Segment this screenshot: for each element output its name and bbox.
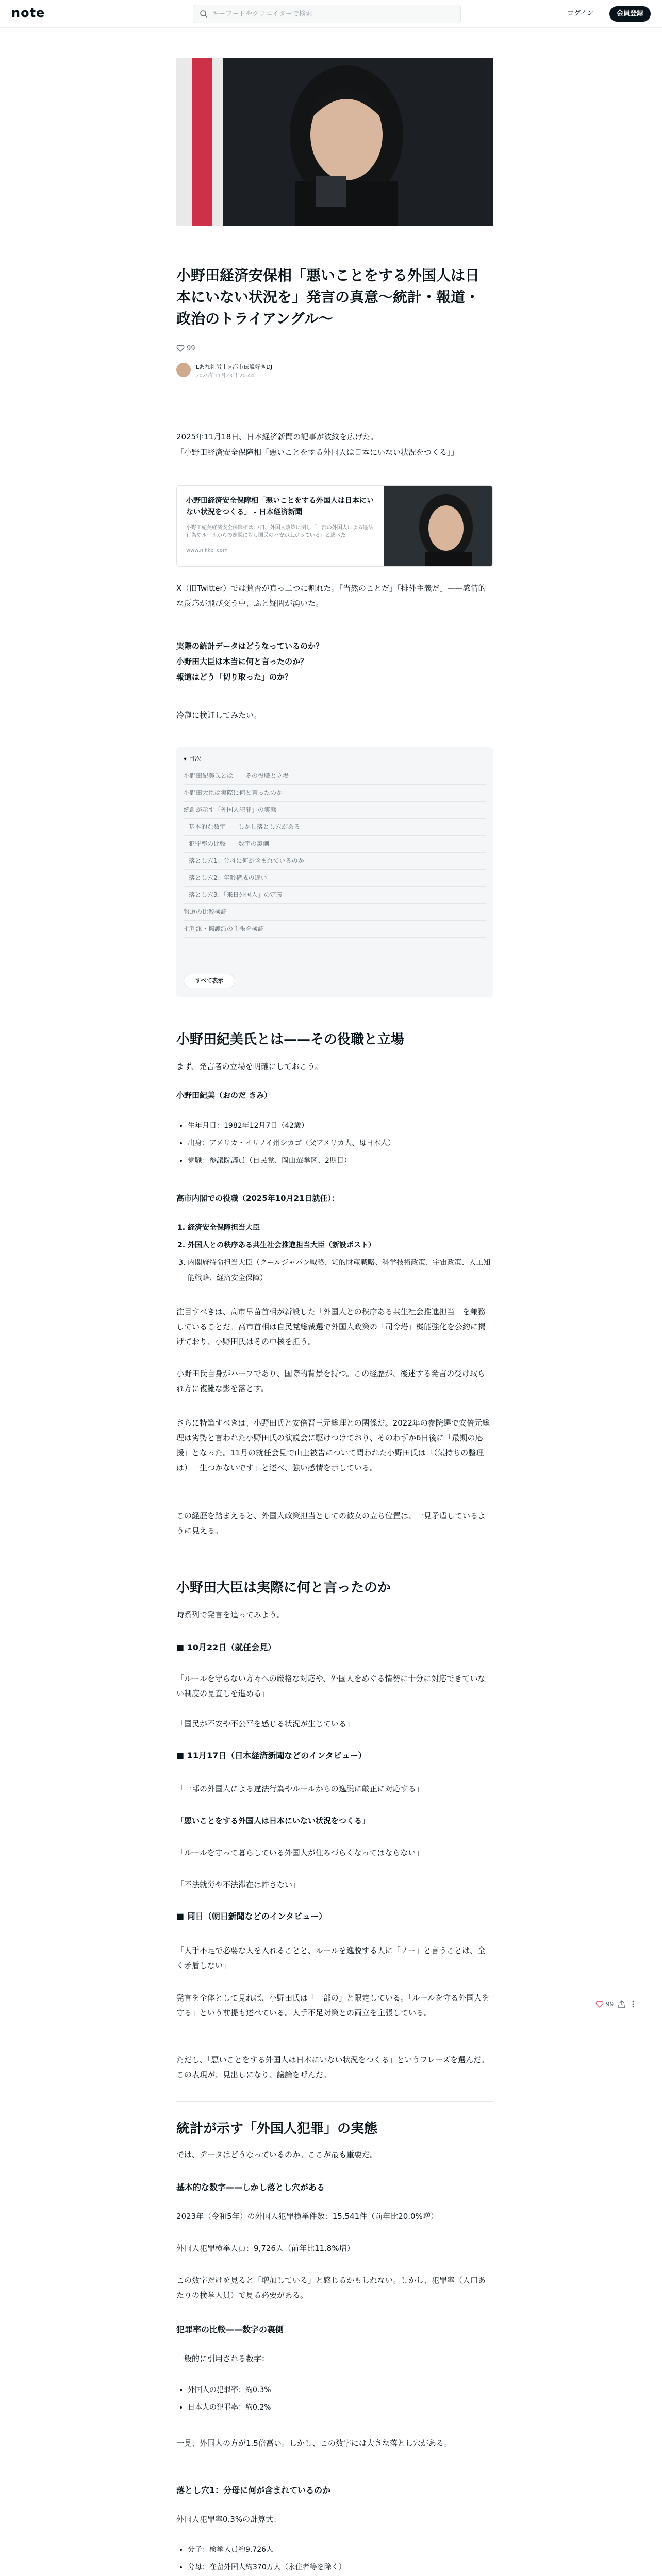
- paragraph: 外国人犯罪率0.3%の計算式：: [176, 2515, 282, 2524]
- embed-title: 小野田経済安全保障相「悪いことをする外国人は日本にいない状況をつくる」 - 日本経済新聞: [186, 497, 374, 516]
- profile-name: 小野田紀美（おのだ きみ）: [176, 1091, 272, 1100]
- hero-image: [176, 58, 493, 226]
- paragraph: 発言を全体として見れば、小野田氏は「一部の」と限定している。「ルールを守る外国人を守る」という前提も述べている。人手不足対策との両立を主張している。: [176, 1993, 490, 2018]
- paragraph: 2023年（令和5年）の外国人犯罪検挙件数：15,541件（前年比20.0%増）: [176, 2212, 438, 2221]
- embed-thumbnail-photo: [384, 486, 493, 567]
- share-icon[interactable]: [618, 2000, 625, 2008]
- subsection-heading: 基本的な数字——しかし落とし穴がある: [176, 2182, 325, 2192]
- reaction-paragraph: X（旧Twitter）では賛否が真っ二つに割れた。「当然のことだ」「排外主義だ」——感情的な反応が飛び交う中、ふと疑問が湧いた。: [176, 584, 486, 608]
- search-icon: [200, 10, 208, 18]
- list-item: • 党職：参議院議員（自民党、岡山選挙区、2期目）: [188, 1153, 492, 1168]
- subsection-heading: 落とし穴1：分母に何が含まれているのか: [176, 2485, 331, 2495]
- toc-item[interactable]: 落とし穴2：年齢構成の違い: [184, 870, 486, 887]
- paragraph: では、データはどうなっているのか。ここが最も重要だ。: [176, 2150, 378, 2159]
- embed-url: www.nikkei.com: [186, 548, 228, 553]
- paragraph: 注目すべきは、高市早苗首相が新設した「外国人との秩序ある共生社会推進担当」を兼務していることだ。高市首相は自民党総裁選で外国人政策の「司令塔」機能強化を公約に掲げており、小野田氏はその中核を担う。: [176, 1307, 486, 1346]
- top-navigation-bar: [0, 0, 662, 28]
- heart-icon[interactable]: [595, 2000, 604, 2008]
- quote: 「一部の外国人による違法行為やルールからの逸脱に厳正に対応する」: [176, 1784, 424, 1793]
- more-options-icon[interactable]: [630, 2000, 637, 2008]
- list-item: • 生年月日：1982年12月7日（42歳）: [188, 1118, 492, 1133]
- toc-item[interactable]: 落とし穴1：分母に何が含まれているのか: [184, 853, 486, 870]
- quote: 「悪いことをする外国人は日本にいない状況をつくる」: [176, 1816, 370, 1825]
- float-likes-count: 99: [606, 2001, 614, 2008]
- likes-count-top[interactable]: [176, 344, 195, 352]
- paragraph: この数字だけを見ると「増加している」と感じるかもしれない。しかし、犯罪率（人口あたりの検挙人員）で見る必要がある。: [176, 2276, 486, 2300]
- question-1: 実際の統計データはどうなっているのか？: [176, 641, 324, 651]
- article-title: 小野田経済安保相「悪いことをする外国人は日本にいない状況を」発言の真意〜統計・報道・政治のトライアングル〜: [176, 267, 480, 327]
- search-input[interactable]: [212, 5, 454, 23]
- intro-paragraph-2: 「小野田経済安全保障相「悪いことをする外国人は日本にいない状況をつくる」」: [176, 448, 459, 457]
- paragraph: まず、発言者の立場を明確にしておこう。: [176, 1062, 323, 1071]
- publish-date: 2025年11月23日 20:44: [196, 373, 254, 379]
- profile-list: [188, 1118, 492, 1171]
- toc-item[interactable]: 基本的な数字——しかし落とし穴がある: [184, 819, 486, 836]
- paragraph: 一見、外国人の方が1.5倍高い。しかし、この数字には大きな落とし穴がある。: [176, 2438, 452, 2448]
- avatar[interactable]: [176, 363, 191, 377]
- quote: 「人手不足で必要な人を入れることと、ルールを逸脱する人に「ノー」と言うことは、全く矛盾しない」: [176, 1946, 486, 1970]
- search-box[interactable]: [193, 5, 461, 23]
- toc-item[interactable]: 報道の比較検証: [184, 904, 486, 921]
- list-item: • 分子：検挙人員約9,726人: [188, 2542, 492, 2557]
- divider: [176, 2101, 493, 2102]
- intro-paragraph-1: 2025年11月18日、日本経済新聞の記事が波紋を広げた。: [176, 432, 378, 442]
- list-item: • 日本人の犯罪率：約0.2%: [188, 2400, 492, 2415]
- paragraph: ただし、「悪いことをする外国人は日本にいない状況をつくる」というフレーズを選んだ。この表現が、見出しになり、議論を呼んだ。: [176, 2055, 489, 2079]
- question-2: 小野田大臣は本当に何と言ったのか？: [176, 657, 308, 666]
- note-logo[interactable]: note: [11, 6, 45, 20]
- section-heading: 小野田紀美氏とは——その役職と立場: [176, 1032, 405, 1047]
- paragraph: さらに特筆すべきは、小野田氏と安倍晋三元総理との関係だ。2022年の参院選で安倍元総理は劣勢と言われた小野田氏の演説会に駆けつけており、そのわずか6日後に「最期の応援」となった。11月の就任会見で山上被告について問われた小野田氏は「（気持ちの整理は）一生つかないです」と述べ、強い感情を示している。: [176, 1418, 490, 1472]
- login-link[interactable]: ログイン: [567, 10, 594, 18]
- author-name[interactable]: Lあな社労士×都市伝説好きDJ: [196, 364, 273, 370]
- embed-link-card[interactable]: [176, 485, 493, 567]
- quote: 「不法就労や不法滞在は許さない」: [176, 1880, 301, 1889]
- likes-number: 99: [187, 345, 195, 352]
- subsection-heading: 犯罪率の比較——数字の裏側: [176, 2325, 284, 2334]
- toc-item[interactable]: 批判派・擁護派の主張を検証: [184, 921, 486, 938]
- section-heading: 統計が示す「外国人犯罪」の実態: [176, 2121, 378, 2137]
- paragraph: この経歴を踏まえると、外国人政策担当としての彼女の立ち位置は、一見矛盾しているように見える。: [176, 1511, 486, 1535]
- paragraph: 一般的に引用される数字：: [176, 2354, 270, 2363]
- heart-icon: [176, 344, 185, 352]
- quote: 「国民が不安や不公平を感じる状況が生じている」: [176, 1719, 355, 1728]
- embed-description: 小野田紀美経済安全保障相は17日、外国人政策に関し「一部の外国人による違法行為やルールからの逸脱に対し国民の不安が広がっている」と述べた。: [186, 525, 373, 538]
- paragraph: 外国人犯罪検挙人員：9,726人（前年比11.8%増）: [176, 2244, 355, 2253]
- list-item: • 出身：アメリカ・イリノイ州シカゴ（父アメリカ人、母日本人）: [188, 1136, 492, 1151]
- embed-thumbnail: [384, 486, 493, 567]
- toc-item[interactable]: 小野田大臣は実際に何と言ったのか: [184, 785, 486, 802]
- date-heading: ■ 11月17日（日本経済新聞などのインタビュー）: [176, 1751, 367, 1760]
- quote: 「ルールを守って暮らしている外国人が住みづらくなってはならない」: [176, 1848, 424, 1857]
- roles-heading: 高市内閣での役職（2025年10月21日就任）：: [176, 1194, 339, 1203]
- date-heading: ■ 同日（朝日新聞などのインタビュー）: [176, 1911, 327, 1921]
- list-item: • 分母：在留外国人約370万人（永住者等を除く）: [188, 2560, 492, 2575]
- list-item: 3. 内閣府特命担当大臣（クールジャパン戦略、知的財産戦略、科学技術政策、宇宙政策、人工知能戦略、経済安全保障）: [188, 1255, 492, 1286]
- hero-photo: [176, 58, 493, 226]
- rates-list: [188, 2382, 492, 2417]
- toc-item[interactable]: 落とし穴3：「来日外国人」の定義: [184, 887, 486, 904]
- paragraph: 小野田氏自身がハーフであり、国際的背景を持つ。この経歴が、後述する発言の受け取られ方に複雑な影を落とす。: [176, 1369, 486, 1393]
- toc-heading: ▾ 目次: [184, 755, 201, 762]
- toc-toggle-icon[interactable]: ▾: [184, 755, 189, 762]
- list-item: • 外国人の犯罪率：約0.3%: [188, 2382, 492, 2398]
- date-heading: ■ 10月22日（就任会見）: [176, 1642, 276, 1652]
- list-item: 1. 経済安全保障担当大臣: [188, 1220, 492, 1235]
- question-3: 報道はどう「切り取った」のか？: [176, 672, 293, 682]
- list-item: 2. 外国人との秩序ある共生社会推進担当大臣（新設ポスト）: [188, 1238, 492, 1253]
- roles-list: [188, 1220, 492, 1288]
- floating-action-bar: [595, 1999, 637, 2011]
- section-heading: 小野田大臣は実際に何と言ったのか: [176, 1580, 391, 1596]
- calc-list: [188, 2542, 492, 2576]
- toc-show-all-button[interactable]: すべて表示: [184, 974, 235, 988]
- signup-button[interactable]: 会員登録: [609, 6, 651, 22]
- toc-item[interactable]: 統計が示す「外国人犯罪」の実態: [184, 802, 486, 819]
- toc-item[interactable]: 小野田紀美氏とは——その役職と立場: [184, 768, 486, 785]
- quote: 「ルールを守らない方々への厳格な対応や、外国人をめぐる情勢に十分に対応できていない制度の見直しを進める」: [176, 1674, 486, 1698]
- toc-item[interactable]: 犯罪率の比較——数字の裏側: [184, 836, 486, 853]
- table-of-contents: [176, 747, 493, 997]
- calm-paragraph: 冷静に検証してみたい。: [176, 710, 262, 720]
- paragraph: 時系列で発言を追ってみよう。: [176, 1610, 285, 1619]
